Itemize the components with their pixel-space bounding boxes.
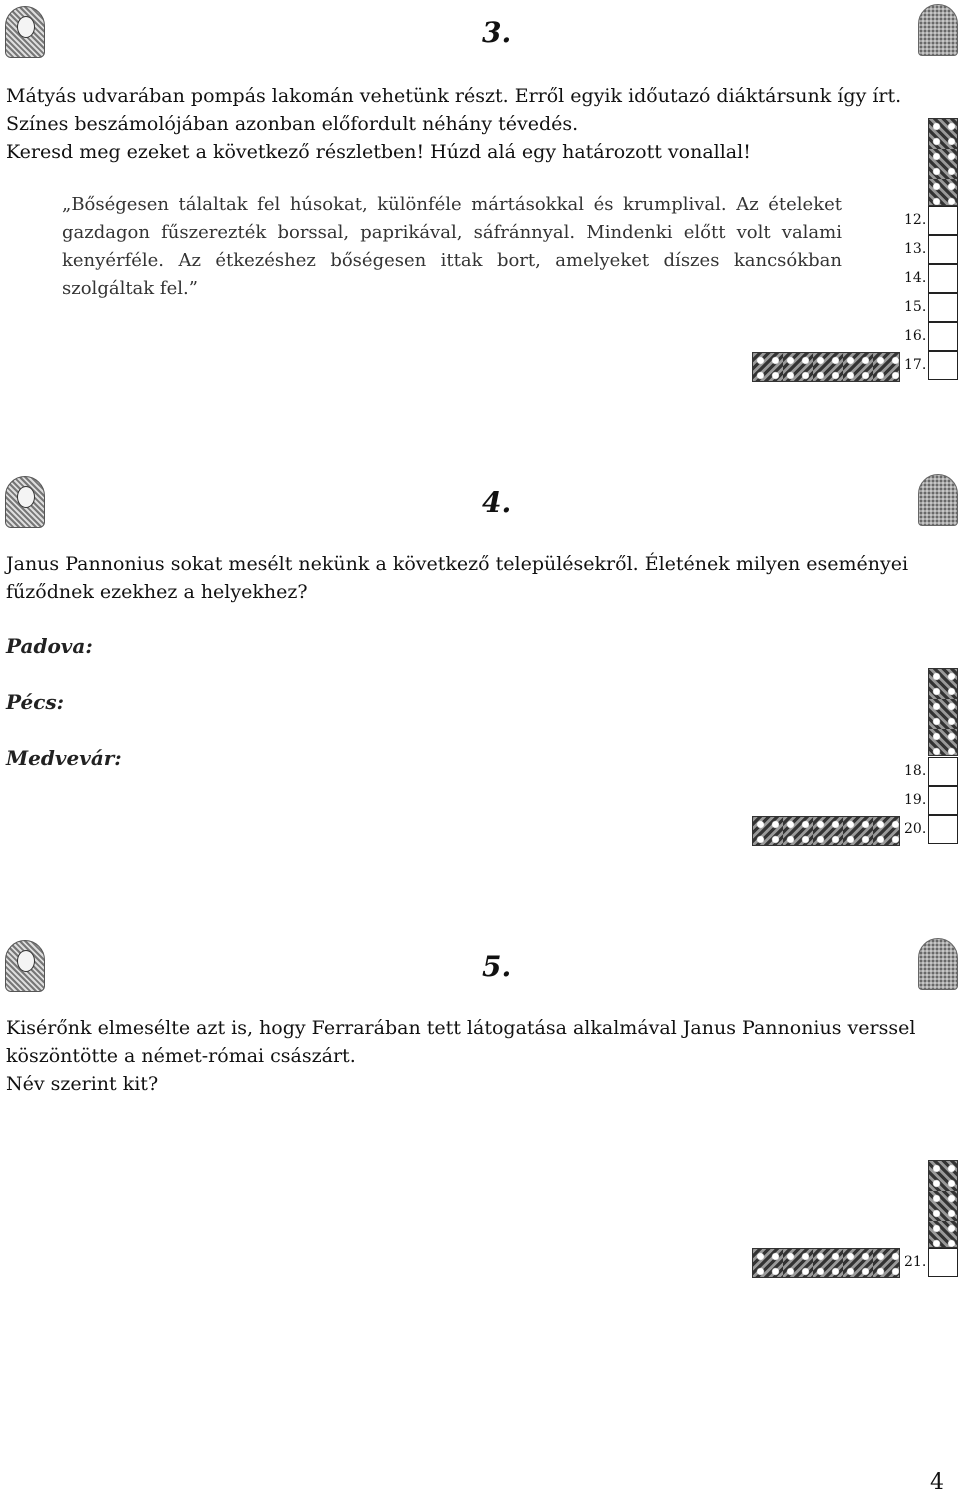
decorative-border-vertical [928,1160,958,1248]
answer-number: 20. [904,821,927,837]
instruction-line: Janus Pannonius sokat mesélt nekünk a következő településekről. Életének milyen eseményei [6,553,909,575]
answer-cell[interactable] [928,293,958,322]
portrait-icon [5,6,45,58]
section-number: 4. [482,486,512,519]
stamp-icon [918,474,958,526]
decorative-border-horizontal [752,352,900,382]
stamp-icon [918,938,958,990]
answer-cell[interactable] [928,322,958,351]
answer-cell[interactable] [928,206,958,235]
instruction-line: Mátyás udvarában pompás lakomán vehetünk részt. Erről egyik időutazó diáktársunk így írt. [6,85,902,107]
section-number: 3. [482,16,512,49]
answer-number: 14. [904,270,927,286]
answer-number: 16. [904,328,927,344]
answer-cell[interactable] [928,264,958,293]
decorative-border-vertical [928,668,958,756]
answer-cell[interactable] [928,815,958,844]
decorative-border-horizontal [752,1248,900,1278]
answer-number: 17. [904,357,927,373]
quoted-passage: „Bőségesen tálaltak fel húsokat, különféle mártásokkal és krumplival. Az ételeket gazdagon fűszerezték borssal, paprikával, sáfránnyal. Mindenki előtt volt valami kenyérféle. Az étkezéshez bőségesen ittak bort, amelyeket díszes kancsókban szolgáltak fel.” [62,194,842,299]
place-label-medvevar: Medvevár: [6,746,122,770]
instruction-line: Név szerint kit? [6,1073,159,1095]
instruction-line: Keresd meg ezeket a következő részletben! Húzd alá egy határozott vonallal! [6,141,751,163]
answer-cell[interactable] [928,1248,958,1277]
page-number: 4 [930,1470,944,1495]
answer-cell[interactable] [928,786,958,815]
instruction-line: fűződnek ezekhez a helyekhez? [6,581,308,603]
answer-number: 13. [904,241,927,257]
answer-cell[interactable] [928,235,958,264]
instruction-line: Kisérőnk elmesélte azt is, hogy Ferrarában tett látogatása alkalmával Janus Pannonius verssel [6,1017,916,1039]
section-number: 5. [482,950,512,983]
answer-number: 19. [904,792,927,808]
answer-cell[interactable] [928,351,958,380]
instruction-line: köszöntötte a német-római császárt. [6,1045,356,1067]
answer-number: 15. [904,299,927,315]
decorative-border-horizontal [752,816,900,846]
answer-number: 21. [904,1254,927,1270]
stamp-icon [918,4,958,56]
answer-cell[interactable] [928,757,958,786]
instruction-line: Színes beszámolójában azonban előfordult néhány tévedés. [6,113,579,135]
place-label-padova: Padova: [6,634,93,658]
decorative-border-vertical [928,118,958,206]
answer-number: 18. [904,763,927,779]
answer-number: 12. [904,212,927,228]
place-label-pecs: Pécs: [6,690,65,714]
portrait-icon [5,476,45,528]
portrait-icon [5,940,45,992]
